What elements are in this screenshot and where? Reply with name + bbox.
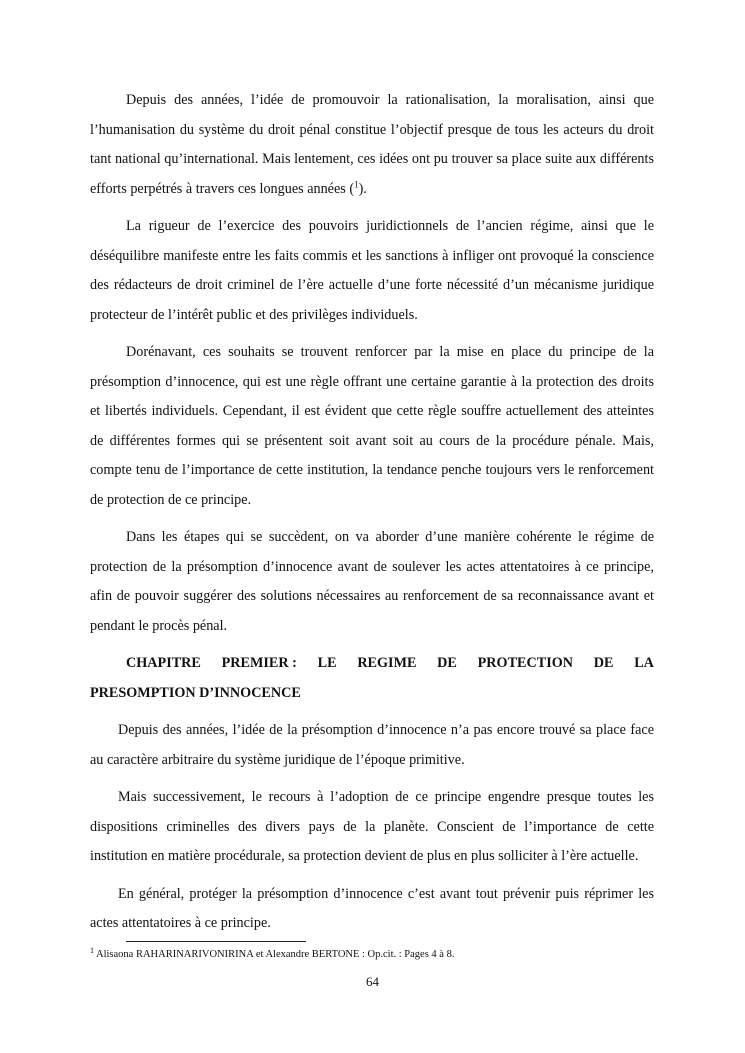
paragraph-6: Mais successivement, le recours à l’adoption de ce principe engendre presque toutes les dispositions criminelles des divers pays de la planète. Conscient de l’importance de cette institution en matière procédurale, sa protection devient de plus en plus solliciter à l’ère actuelle. — [90, 789, 654, 864]
document-body — [90, 86, 654, 947]
page-number: 64 — [366, 974, 379, 989]
paragraph-5: Depuis des années, l’idée de la présomption d’innocence n’a pas encore trouvé sa place face au caractère arbitraire du système juridique de l’époque primitive. — [90, 722, 654, 768]
chapter-word: PREMIER : — [221, 655, 297, 671]
chapter-heading — [90, 649, 654, 708]
paragraph-2: La rigueur de l’exercice des pouvoirs juridictionnels de l’ancien régime, ainsi que le déséquilibre manifeste entre les faits commis et les sanctions à infliger ont provoqué la conscience des rédacteurs de droit criminel de l’ère actuelle d’une forte nécessité d’un mécanisme juridique protecteur de l’intérêt public et des privilèges individuels. — [90, 218, 654, 323]
paragraph-1-closing: ). — [358, 180, 367, 197]
chapter-word: PROTECTION — [477, 655, 574, 671]
footnote — [90, 945, 455, 962]
chapter-word: DE — [437, 655, 457, 671]
chapter-heading-line-2: PRESOMPTION D’INNOCENCE — [90, 684, 301, 701]
footnote-text: Alisaona RAHARINARIVONIRINA et Alexandre BERTONE : Op.cit. : Pages 4 à 8. — [96, 949, 455, 960]
chapter-word: LA — [634, 655, 654, 671]
footnote-mark: 1 — [90, 945, 94, 955]
paragraph-1 — [90, 86, 654, 204]
chapter-heading-line-1 — [90, 649, 654, 679]
chapter-word: REGIME — [357, 655, 417, 671]
chapter-word: DE — [593, 655, 614, 671]
chapter-word: LE — [317, 655, 337, 671]
paragraph-4: Dans les étapes qui se succèdent, on va aborder d’une manière cohérente le régime de protection de la présomption d’innocence avant de soulever les actes attentatoires à ce principe, afin de pouvoir suggérer des solutions nécessaires au renforcement de sa reconnaissance avant et pendant le procès pénal. — [90, 529, 654, 634]
footnote-reference: 1 — [354, 178, 359, 189]
footnote-separator — [126, 941, 306, 942]
paragraph-1-text: Depuis des années, l’idée de promouvoir la rationalisation, la moralisation, ainsi que l’humanisation du système du droit pénal constitue l’objectif presque de tous les acteurs du droit tant national qu’international. Mais lentement, ces idées ont pu trouver sa place suite aux différents efforts perpétrés à travers ces longues années ( — [90, 92, 654, 197]
chapter-word: CHAPITRE — [126, 655, 201, 671]
paragraph-3: Dorénavant, ces souhaits se trouvent renforcer par la mise en place du principe de la présomption d’innocence, qui est une règle offrant une certaine garantie à la protection des droits et libertés individuels. Cependant, il est évident que cette règle souffre actuellement des atteintes de différentes formes qui se présentent soit avant soit au cours de la procédure pénale. Mais, compte tenu de l’importance de cette institution, la tendance penche toujours vers le renforcement de protection de ce principe. — [90, 344, 654, 508]
paragraph-7: En général, protéger la présomption d’innocence c’est avant tout prévenir puis réprimer les actes attentatoires à ce principe. — [90, 885, 654, 931]
